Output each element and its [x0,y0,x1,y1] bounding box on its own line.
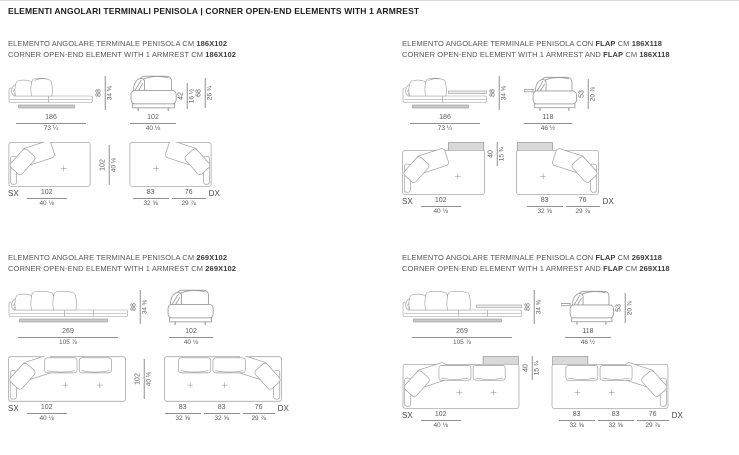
section-flap-269x118 [402,252,683,430]
section-flap-186x118 [402,38,670,216]
front-view-flap-drawing [561,288,615,325]
section-title-en: CORNER OPEN-END ELEMENT WITH 1 ARMREST AND FLAP CM 186X118 [402,50,670,60]
label-sx: SX [402,411,413,421]
side-view-drawing [8,287,129,325]
plan-view-sx-flap [402,142,485,195]
dim-depth: 118 46 ½ [524,114,572,133]
dim-plan-sx-width: 102 40 ⅛ [27,404,67,423]
dim-flap-depth: 40 15 ¾ [485,142,509,166]
dim-plan-dx-width-2: 76 29 ⅞ [566,197,600,216]
dim-plan-dx-width-1: 83 32 ⅝ [559,411,595,430]
dim-plan-sx-width: 102 40 ⅛ [27,189,67,208]
section-title-en: CORNER OPEN-END ELEMENT WITH 1 ARMREST CM 186X102 [8,50,237,60]
section-title-en: CORNER OPEN-END ELEMENT WITH 1 ARMREST CM 269X102 [8,264,237,274]
section-heading [8,252,289,275]
dim-plan-dx-width-2: 83 32 ⅝ [598,411,634,430]
dim-plan-sx-width: 102 40 ⅛ [421,197,461,216]
dim-total-height: 88 34 ⅝ [488,75,510,111]
dim-total-width: 269 105 ⅞ [18,328,118,347]
dim-depth: 118 46 ½ [565,328,611,347]
plan-view-sx [8,142,91,187]
dim-plan-dx-width-3: 76 29 ⅞ [637,411,669,430]
dim-plan-sx-width: 102 40 ⅛ [421,411,461,430]
section-size: 186X102 [205,50,237,60]
section-heading [8,38,236,61]
dim-flap-height: 53 20 ⅞ [578,77,598,111]
label-sx: SX [8,189,19,199]
section-size: 186X102 [196,39,228,48]
section-title-it: ELEMENTO ANGOLARE TERMINALE PENISOLA CON FLAP CM 186X118 [402,39,663,48]
dim-total-width: 269 105 ⅞ [412,328,512,347]
label-dx: DX [277,404,289,414]
plan-view-dx-flap [516,142,599,195]
dim-depth: 102 40 ⅛ [130,114,176,133]
front-view-flap-drawing [524,74,578,111]
section-heading [402,38,670,61]
dim-total-height: 88 34 ⅝ [523,289,545,325]
dim-seat-height: 42 16 ½ [178,81,196,111]
plan-view-dx-flap [551,356,669,409]
section-size: 269X118 [631,253,663,262]
side-view-drawing [8,73,94,111]
page-title: ELEMENTI ANGOLARI TERMINALI PENISOLA | CORNER OPEN-END ELEMENTS WITH 1 ARMREST [8,6,420,16]
dim-total-width: 186 73 ¼ [410,114,480,133]
dim-plan-depth: 102 40 ⅛ [131,356,157,402]
dim-plan-dx-width-2: 76 29 ⅞ [172,189,206,208]
side-view-flap-drawing [402,287,523,325]
dim-arm-height: 68 26 ¾ [196,75,214,111]
section-title-it: ELEMENTO ANGOLARE TERMINALE PENISOLA CON FLAP CM 269X118 [402,253,663,262]
section-size: 269X102 [205,264,237,274]
section-size: 269X118 [639,264,670,274]
label-dx: DX [671,411,683,421]
section-size: 186X118 [639,50,670,60]
section-heading [402,252,683,275]
section-size: 186X118 [631,39,663,48]
label-sx: SX [402,197,413,207]
front-view-drawing [167,287,215,325]
plan-view-dx [129,142,212,187]
section-title-it: ELEMENTO ANGOLARE TERMINALE PENISOLA CM 269X102 [8,253,228,262]
dim-plan-dx-width-1: 83 32 ⅝ [527,197,563,216]
dim-depth: 102 40 ⅛ [169,328,213,347]
section-size: 269X102 [196,253,228,262]
dim-plan-dx-width-3: 76 29 ⅞ [243,404,275,423]
front-view-drawing [130,73,178,111]
label-dx: DX [602,197,614,207]
label-dx: DX [208,189,220,199]
section-186x102 [8,38,236,208]
dim-flap-depth: 40 15 ¾ [520,356,544,380]
dim-plan-dx-width-1: 83 32 ⅝ [133,189,169,208]
section-title-it: ELEMENTO ANGOLARE TERMINALE PENISOLA CM 186X102 [8,39,228,48]
dim-total-width: 186 73 ¼ [16,114,86,133]
side-view-flap-drawing [402,73,488,111]
dim-plan-depth: 102 40 ⅛ [96,142,122,187]
plan-view-dx [164,356,282,402]
label-sx: SX [8,404,19,414]
plan-view-sx [8,356,126,402]
top-divider [0,0,739,1]
dim-flap-height: 53 20 ⅞ [615,291,635,325]
plan-view-sx-flap [402,356,520,409]
dim-total-height: 88 34 ⅝ [94,75,116,111]
dim-total-height: 88 34 ⅝ [129,289,151,325]
dim-plan-dx-width-2: 83 32 ⅝ [204,404,240,423]
dim-plan-dx-width-1: 83 32 ⅝ [165,404,201,423]
section-title-en: CORNER OPEN-END ELEMENT WITH 1 ARMREST AND FLAP CM 269X118 [402,264,670,274]
section-269x102 [8,252,289,423]
